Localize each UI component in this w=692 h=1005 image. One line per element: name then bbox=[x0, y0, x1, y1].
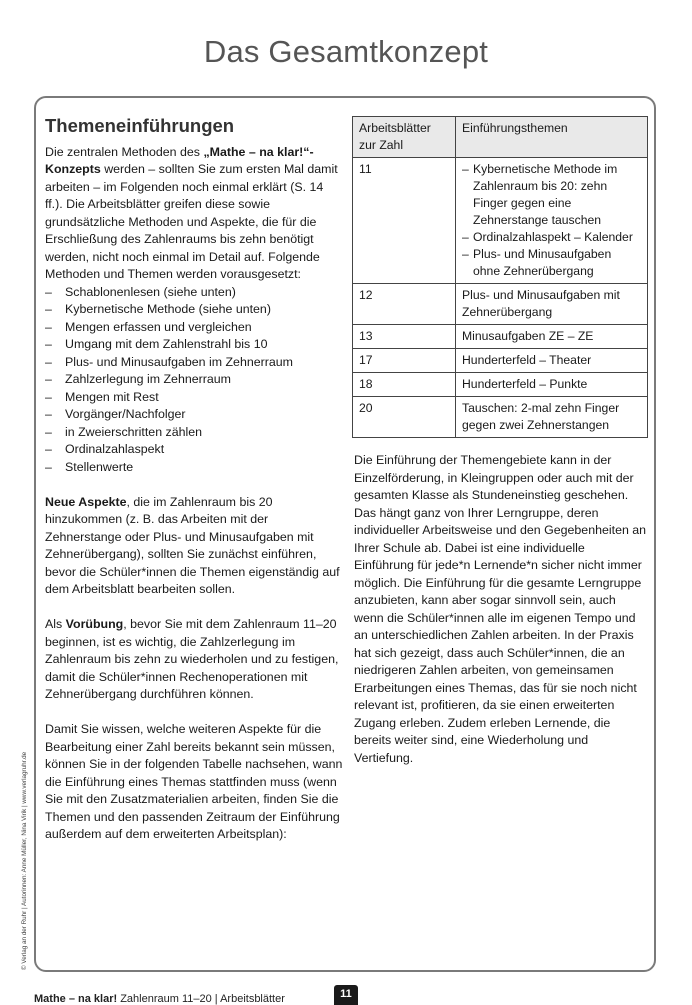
list-item: – Vorgänger/Nachfolger bbox=[45, 406, 343, 424]
list-item: – in Zweierschritten zählen bbox=[45, 424, 343, 442]
topics-table bbox=[352, 116, 648, 438]
copyright-credit: © Verlag an der Ruhr | Autorinnen: Anne Müller, Nina Virik | www.verlagruhr.de bbox=[21, 751, 28, 970]
introduction-paragraph: Die Einführung der Themengebiete kann in der Einzelförderung, in Kleingruppen oder auch mit der gesamten Klasse als Stundeneinstieg geschehen. Das hängt ganz von Ihrer Lerngruppe, deren individueller Arbeitsweise und den Gegebenheiten an Ihrer Schule ab. Dabei ist eine individuelle Einführung für jede*n Lernende*n sicher nicht immer möglich. Die Einführung für die gesamte Lerngruppe anzubieten, kann aber sogar sinnvoll sein, auch wenn die Schüler*innen alle im eigenen Tempo und an unterschiedlichen Zahlen arbeiten. In der Praxis hat sich gezeigt, dass auch Schüler*innen, die an niedrigeren Zahlen arbeiten, von gemeinsamen Erarbeitungen eines Themas, das für sie noch nicht relevant ist, profitieren, da sie einen erweiterten Zugang erleben. Zudem erleben Lernende, die bereits weiter sind, eine Wiederholung und Vertiefung. bbox=[354, 453, 647, 765]
right-column bbox=[354, 452, 648, 767]
table-cell-topic: Tauschen: 2-mal zehn Finger gegen zwei Zehnerstangen bbox=[456, 397, 648, 438]
table-row bbox=[353, 373, 648, 397]
table-row bbox=[353, 158, 648, 284]
preexercise-text: , bevor Sie mit dem Zahlenraum 11–20 beginnen, ist es wichtig, die Zahlzerlegung im Zahlenraum bis zehn zu wiederholen und zu festigen, damit die Schüler*innen Rechenoperationen mit Zehnerübergang durchführen können. bbox=[45, 617, 339, 701]
intro-text-rest: werden – sollten Sie zum ersten Mal damit arbeiten – im Folgenden noch einmal erklärt (S. 14 ff.). Die Arbeitsblätter greifen diese sowie grundsätzliche Methoden und Aspekte, die für die Erschließung des Zahlenraums bis zehn benötigt werden, nicht noch einmal im Detail auf. Folgende Methoden und Themen werden vorausgesetzt: bbox=[45, 162, 338, 281]
preexercise-paragraph bbox=[45, 616, 343, 704]
table-cell-number: 17 bbox=[353, 349, 456, 373]
table-cell-number: 20 bbox=[353, 397, 456, 438]
table-header-worksheets: Arbeitsblätter zur Zahl bbox=[353, 117, 456, 158]
list-item: – Mengen mit Rest bbox=[45, 389, 343, 407]
table-header-row bbox=[353, 117, 648, 158]
list-item: – Schablonenlesen (siehe unten) bbox=[45, 284, 343, 302]
list-item: – Kybernetische Methode (siehe unten) bbox=[45, 301, 343, 319]
intro-text-start: Die zentralen Methoden des bbox=[45, 144, 204, 159]
new-aspects-label: Neue Aspekte bbox=[45, 494, 127, 509]
prerequisite-list bbox=[45, 284, 343, 477]
table-cell-number: 11 bbox=[353, 158, 456, 284]
table-cell-topic: Minusaufgaben ZE – ZE bbox=[456, 325, 648, 349]
preexercise-pre: Als bbox=[45, 617, 66, 631]
further-aspects-paragraph: Damit Sie wissen, welche weiteren Aspekte für die Bearbeitung einer Zahl bereits bekannt sein müssen, können Sie in der folgenden Tabelle nachsehen, wann die Einführung eines Themas stattfinden muss (wenn Sie mit den Zusatzmaterialien arbeiten, finden Sie die Themen und den passenden Zeitraum der Einführung außerdem auf dem erweiterten Arbeitsplan): bbox=[45, 722, 343, 841]
table-cell-topic: Hunderterfeld – Theater bbox=[456, 349, 648, 373]
list-item: – Plus- und Minusaufgaben im Zehnerraum bbox=[45, 354, 343, 372]
list-item: – Stellenwerte bbox=[45, 459, 343, 477]
table-header-topics: Einführungsthemen bbox=[456, 117, 648, 158]
table-cell-number: 13 bbox=[353, 325, 456, 349]
list-item: – Umgang mit dem Zahlenstrahl bis 10 bbox=[45, 336, 343, 354]
table-row bbox=[353, 325, 648, 349]
topic-item: – Ordinalzahlaspekt – Kalender bbox=[462, 229, 641, 246]
table-row bbox=[353, 284, 648, 325]
topic-item: – Plus- und Minusaufgaben ohne Zehnerübergang bbox=[462, 246, 641, 280]
table-cell-topic: Plus- und Minusaufgaben mit Zehnerübergang bbox=[456, 284, 648, 325]
footer-brand: Mathe – na klar! bbox=[34, 993, 118, 1005]
list-item: – Ordinalzahlaspekt bbox=[45, 441, 343, 459]
table-row bbox=[353, 397, 648, 438]
page-number-badge: 11 bbox=[334, 985, 358, 1005]
new-aspects-text: , die im Zahlenraum bis 20 hinzukommen (z. B. das Arbeiten mit der Zehnerstange oder Plus- und Minusaufgaben mit Zehnerübergang), sollten Sie zunächst einführen, bevor die Schüler*innen die Themen eigenständig auf dem Arbeitsblatt bearbeiten sollen. bbox=[45, 494, 340, 596]
topic-item: – Kybernetische Methode im Zahlenraum bis 20: zehn Finger gegen eine Zehnerstange tauschen bbox=[462, 161, 641, 229]
table-cell-number: 18 bbox=[353, 373, 456, 397]
intro-paragraph bbox=[45, 144, 343, 284]
section-heading: Themeneinführungen bbox=[45, 115, 235, 136]
left-column bbox=[45, 117, 343, 844]
list-item: – Zahlzerlegung im Zehnerraum bbox=[45, 371, 343, 389]
list-item: – Mengen erfassen und vergleichen bbox=[45, 319, 343, 337]
topic-list bbox=[462, 161, 641, 280]
footer-title bbox=[34, 993, 285, 1005]
preexercise-label: Vorübung bbox=[65, 617, 124, 631]
brand-name: „Mathe – na klar!“-Konzepts bbox=[45, 144, 314, 176]
footer-subtitle: Zahlenraum 11–20 | Arbeitsblätter bbox=[117, 993, 285, 1005]
table-row bbox=[353, 349, 648, 373]
table-cell-topic: Hunderterfeld – Punkte bbox=[456, 373, 648, 397]
table-cell-topics bbox=[456, 158, 648, 284]
new-aspects-paragraph bbox=[45, 494, 343, 599]
page-title: Das Gesamtkonzept bbox=[203, 34, 489, 69]
table-cell-number: 12 bbox=[353, 284, 456, 325]
